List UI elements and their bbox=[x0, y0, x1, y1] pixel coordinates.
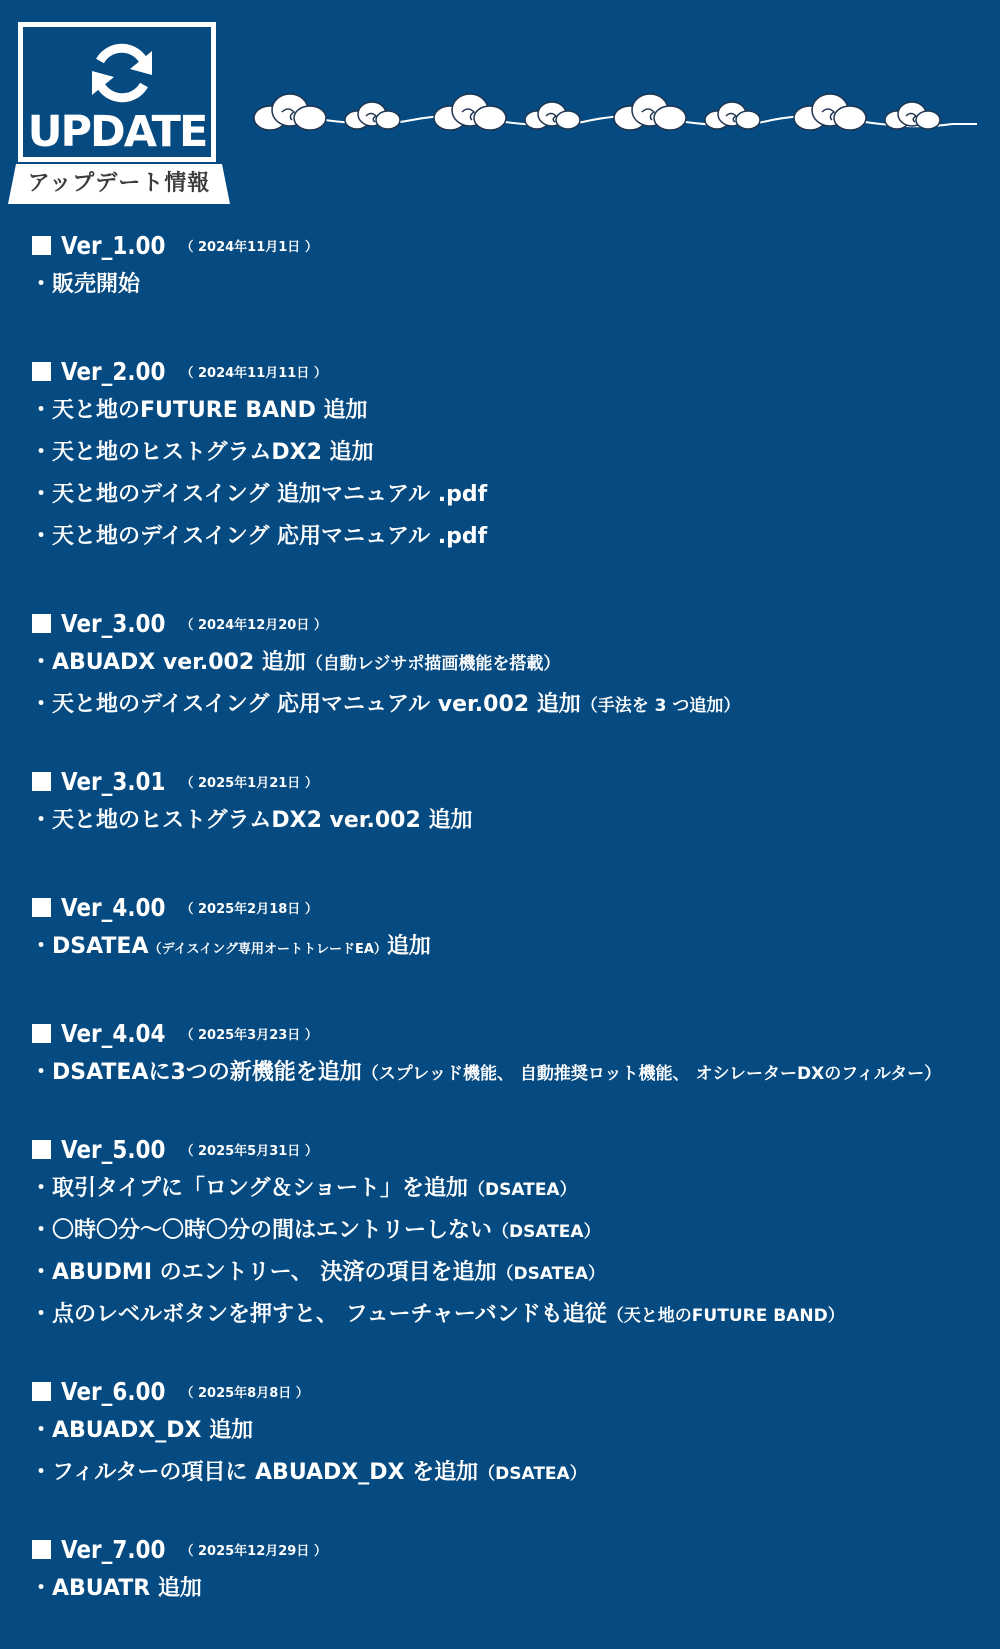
square-bullet-icon bbox=[32, 1382, 51, 1401]
version-heading bbox=[30, 604, 980, 642]
version-label: Ver_7.00 bbox=[61, 1534, 166, 1564]
list-item bbox=[30, 474, 980, 516]
version-heading bbox=[30, 352, 980, 390]
version-heading bbox=[30, 1014, 980, 1052]
version-heading bbox=[30, 888, 980, 926]
version-section bbox=[30, 888, 980, 1014]
list-item bbox=[30, 264, 980, 306]
cloud-1 bbox=[254, 94, 326, 130]
square-bullet-icon bbox=[32, 614, 51, 633]
logo-word: UPDATE bbox=[27, 107, 207, 157]
list-item bbox=[30, 1568, 980, 1610]
item-text: ・ABUADX ver.002 追加 bbox=[30, 650, 306, 675]
item-text: ・天と地のデイスイング 応用マニュアル ver.002 追加 bbox=[30, 692, 581, 717]
item-text: ・販売開始 bbox=[30, 272, 141, 297]
list-item bbox=[30, 432, 980, 474]
square-bullet-icon bbox=[32, 1540, 51, 1559]
list-item bbox=[30, 1252, 980, 1294]
list-item bbox=[30, 1410, 980, 1452]
version-date: （ 2025年3月23日 ） bbox=[180, 1027, 318, 1043]
version-section bbox=[30, 604, 980, 762]
version-label: Ver_1.00 bbox=[61, 230, 166, 260]
item-text: ・ABUATR 追加 bbox=[30, 1576, 202, 1601]
refresh-icon bbox=[86, 37, 158, 109]
item-text: ・天と地のヒストグラムDX2 ver.002 追加 bbox=[30, 808, 473, 833]
version-heading bbox=[30, 1372, 980, 1410]
update-logo bbox=[8, 22, 230, 204]
version-date: （ 2024年12月20日 ） bbox=[180, 617, 327, 633]
version-label: Ver_5.00 bbox=[61, 1134, 166, 1164]
logo-caption-banner bbox=[8, 164, 230, 204]
version-label: Ver_3.01 bbox=[61, 766, 166, 796]
version-heading bbox=[30, 1130, 980, 1168]
list-item bbox=[30, 684, 980, 726]
list-item bbox=[30, 1168, 980, 1210]
logo-frame bbox=[18, 22, 216, 162]
cloud-8 bbox=[885, 102, 940, 129]
version-section bbox=[30, 352, 980, 604]
list-item bbox=[30, 1452, 980, 1494]
version-date: （ 2025年1月21日 ） bbox=[180, 775, 318, 791]
item-text: ・〇時〇分～〇時〇分の間はエントリーしない bbox=[30, 1218, 493, 1243]
list-item bbox=[30, 1294, 980, 1336]
item-tail: 追加 bbox=[386, 934, 431, 959]
item-text: ・天と地のFUTURE BAND 追加 bbox=[30, 398, 368, 423]
item-note: （デイスイング専用オートトレードEA） bbox=[148, 942, 387, 957]
version-section bbox=[30, 1130, 980, 1372]
item-text: ・DSATEAに3つの新機能を追加 bbox=[30, 1060, 362, 1085]
version-section bbox=[30, 762, 980, 888]
item-text: ・天と地のヒストグラムDX2 追加 bbox=[30, 440, 374, 465]
item-text: ・ABUDMI のエントリー、 決済の項目を追加 bbox=[30, 1260, 497, 1285]
item-note: （DSATEA） bbox=[478, 1464, 587, 1484]
version-date: （ 2025年2月18日 ） bbox=[180, 901, 318, 917]
list-item bbox=[30, 642, 980, 684]
item-text: ・DSATEA bbox=[30, 934, 149, 959]
cloud-decoration bbox=[252, 88, 977, 138]
logo-caption: アップデート情報 bbox=[27, 171, 211, 196]
version-section bbox=[30, 226, 980, 352]
version-heading bbox=[30, 762, 980, 800]
cloud-6 bbox=[705, 102, 760, 129]
square-bullet-icon bbox=[32, 236, 51, 255]
item-text: ・取引タイプに「ロング＆ショート」を追加 bbox=[30, 1176, 469, 1201]
version-date: （ 2025年5月31日 ） bbox=[180, 1143, 318, 1159]
cloud-2 bbox=[345, 102, 400, 129]
item-note: （DSATEA） bbox=[468, 1180, 577, 1200]
square-bullet-icon bbox=[32, 362, 51, 381]
update-list bbox=[30, 226, 980, 1620]
cloud-4 bbox=[525, 102, 580, 129]
list-item bbox=[30, 390, 980, 432]
square-bullet-icon bbox=[32, 898, 51, 917]
list-item bbox=[30, 1210, 980, 1252]
version-heading bbox=[30, 226, 980, 264]
item-note: （天と地のFUTURE BAND） bbox=[606, 1306, 845, 1326]
square-bullet-icon bbox=[32, 772, 51, 791]
list-item bbox=[30, 800, 980, 842]
item-text: ・フィルターの項目に ABUADX_DX を追加 bbox=[30, 1460, 479, 1485]
version-date: （ 2024年11月11日 ） bbox=[180, 365, 327, 381]
list-item bbox=[30, 516, 980, 558]
version-label: Ver_2.00 bbox=[61, 356, 166, 386]
list-item bbox=[30, 926, 980, 968]
item-text: ・天と地のデイスイング 応用マニュアル .pdf bbox=[30, 524, 488, 549]
cloud-3 bbox=[434, 94, 506, 130]
version-section bbox=[30, 1372, 980, 1530]
list-item bbox=[30, 1052, 980, 1094]
version-label: Ver_4.00 bbox=[61, 892, 166, 922]
version-date: （ 2024年11月1日 ） bbox=[180, 239, 318, 255]
version-date: （ 2025年8月8日 ） bbox=[180, 1385, 309, 1401]
square-bullet-icon bbox=[32, 1024, 51, 1043]
version-section bbox=[30, 1530, 980, 1620]
item-note: （DSATEA） bbox=[492, 1222, 601, 1242]
item-note: （DSATEA） bbox=[496, 1264, 606, 1284]
page-header bbox=[0, 0, 1000, 210]
version-label: Ver_6.00 bbox=[61, 1376, 166, 1406]
item-text: ・天と地のデイスイング 追加マニュアル .pdf bbox=[30, 482, 488, 507]
version-label: Ver_4.04 bbox=[61, 1018, 166, 1048]
version-label: Ver_3.00 bbox=[61, 608, 166, 638]
version-section bbox=[30, 1014, 980, 1130]
item-note: （手法を 3 つ追加） bbox=[580, 696, 741, 716]
item-note: （スプレッド機能、 自動推奨ロット機能、 オシレーターDXのフィルター） bbox=[361, 1064, 942, 1084]
version-date: （ 2025年12月29日 ） bbox=[180, 1543, 327, 1559]
item-text: ・点のレベルボタンを押すと、 フューチャーバンドも追従 bbox=[30, 1302, 607, 1327]
item-note: （自動レジサポ描画機能を搭載） bbox=[305, 654, 561, 674]
cloud-5 bbox=[614, 94, 686, 130]
version-heading bbox=[30, 1530, 980, 1568]
item-text: ・ABUADX_DX 追加 bbox=[30, 1418, 254, 1443]
square-bullet-icon bbox=[32, 1140, 51, 1159]
cloud-7 bbox=[794, 94, 866, 130]
